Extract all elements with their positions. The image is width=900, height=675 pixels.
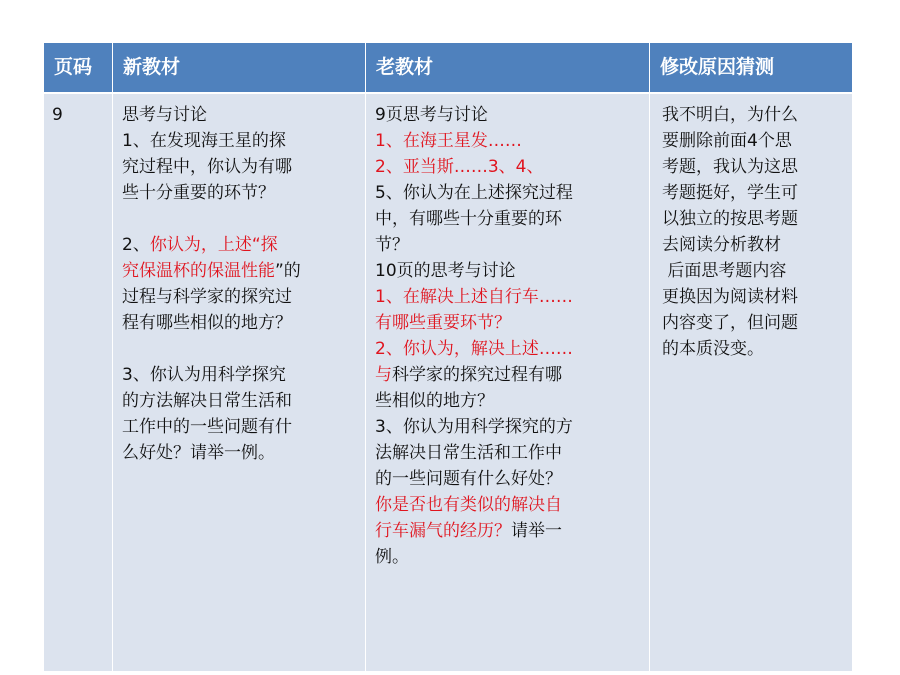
reason-line: 我不明白，为什么 <box>662 105 798 125</box>
reason-line: 要删除前面4个思 <box>662 131 792 151</box>
spacer <box>122 336 359 362</box>
reason-line: 考题，我认为这思 <box>662 157 798 177</box>
new-q3-line: 么好处？请举一例。 <box>122 443 275 463</box>
spacer <box>122 206 359 232</box>
old-q3-line <box>375 518 643 544</box>
old-q3-tail: 请举一 <box>511 521 562 541</box>
header-new-material: 新教材 <box>113 43 366 93</box>
old-title: 9页思考与讨论 <box>375 105 488 125</box>
old-q2-tail: 科学家的探究过程有哪 <box>392 365 562 385</box>
old-q5-line: 节？ <box>375 235 409 255</box>
reason-line: 以独立的按思考题 <box>662 209 798 229</box>
old-changed-line: 你是否也有类似的解决自 <box>375 495 562 515</box>
new-q2-highlight: 究保温杯的保温性能 <box>122 261 275 281</box>
new-q2-line <box>122 232 359 258</box>
old-changed-word: 与 <box>375 365 392 385</box>
old-removed-q3-4: 3、4、 <box>487 157 544 177</box>
old-q5-line: 5、你认为在上述探究过程 <box>375 183 573 203</box>
header-reason: 修改原因猜测 <box>650 43 853 93</box>
cell-reason <box>650 93 853 671</box>
old-changed-line: 行车漏气的经历？ <box>375 521 511 541</box>
old-q3-line: 的一些问题有什么好处？ <box>375 469 562 489</box>
header-page-no: 页码 <box>44 43 113 93</box>
new-q2-highlight: 你认为，上述“探 <box>149 235 278 255</box>
new-q1-line: 1、在发现海王星的探 <box>122 131 286 151</box>
new-title: 思考与讨论 <box>122 105 207 125</box>
cell-old-material <box>366 93 650 671</box>
old-title-2: 10页的思考与讨论 <box>375 261 516 281</box>
new-q3-line: 的方法解决日常生活和 <box>122 391 292 411</box>
new-q2-line <box>122 258 359 284</box>
reason-line: 的本质没变。 <box>662 339 764 359</box>
header-old-material: 老教材 <box>366 43 650 93</box>
reason-line: 更换因为阅读材料 <box>662 287 798 307</box>
page-number: 9 <box>52 105 63 125</box>
old-changed-line: 1、在解决上述自行车…… <box>375 287 573 307</box>
new-q3-line: 3、你认为用科学探究 <box>122 365 286 385</box>
old-removed-q1: 1、在海王星发…… <box>375 131 522 151</box>
new-q2-line: 过程与科学家的探究过 <box>122 287 292 307</box>
old-q2-line <box>375 362 643 388</box>
old-q2-line: 些相似的地方？ <box>375 391 494 411</box>
old-removed-q2: 2、亚当斯…… <box>375 157 488 177</box>
reason-line: 后面思考题内容 <box>662 261 787 281</box>
table-row <box>44 93 853 671</box>
old-q5-line: 中，有哪些十分重要的环 <box>375 209 562 229</box>
new-q1-line: 究过程中，你认为有哪 <box>122 157 292 177</box>
old-changed-line: 有哪些重要环节？ <box>375 313 511 333</box>
old-q3-line: 法解决日常生活和工作中 <box>375 443 562 463</box>
header-row <box>44 43 853 93</box>
new-q2-prefix: 2、 <box>122 235 150 255</box>
cell-page-no <box>44 93 113 671</box>
cell-new-material <box>113 93 366 671</box>
reason-line: 内容变了，但问题 <box>662 313 798 333</box>
comparison-table <box>43 43 853 671</box>
new-q1-line: 些十分重要的环节？ <box>122 183 275 203</box>
old-q3-line: 3、你认为用科学探究的方 <box>375 417 573 437</box>
old-q3-line: 例。 <box>375 547 409 567</box>
old-removed-q2-4 <box>375 154 643 180</box>
new-q2-line: 程有哪些相似的地方？ <box>122 313 292 333</box>
reason-line: 考题挺好，学生可 <box>662 183 798 203</box>
new-q3-line: 工作中的一些问题有什 <box>122 417 292 437</box>
old-changed-line: 2、你认为，解决上述…… <box>375 339 573 359</box>
reason-line: 去阅读分析教材 <box>662 235 781 255</box>
new-q2-tail: ”的 <box>275 261 301 281</box>
